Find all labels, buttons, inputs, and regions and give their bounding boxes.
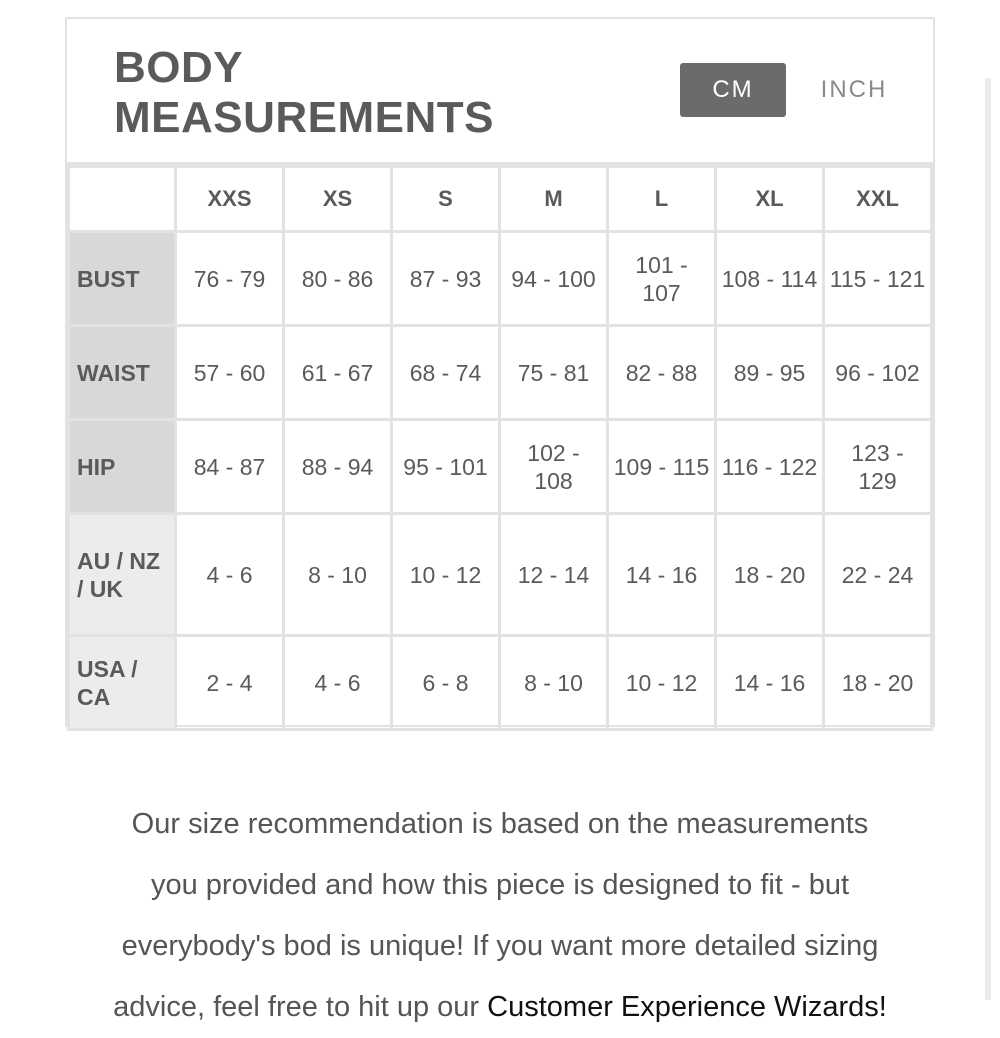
row-label-hip: HIP xyxy=(69,420,176,514)
table-cell: 22 - 24 xyxy=(824,514,932,636)
row-label-usa-ca: USA / CA xyxy=(69,636,176,730)
table-cell: 87 - 93 xyxy=(392,232,500,326)
description-line-4: advice, feel free to hit up our xyxy=(113,991,480,1023)
table-cell: 6 - 8 xyxy=(392,636,500,730)
table-cell: 84 - 87 xyxy=(176,420,284,514)
size-header-xs: XS xyxy=(284,167,392,232)
table-cell: 2 - 4 xyxy=(176,636,284,730)
page-title xyxy=(114,43,494,143)
unit-toggle xyxy=(680,63,890,117)
table-cell: 108 - 114 xyxy=(716,232,824,326)
size-header-xl: XL xyxy=(716,167,824,232)
table-cell: 18 - 20 xyxy=(824,636,932,730)
table-cell: 88 - 94 xyxy=(284,420,392,514)
scrollbar[interactable] xyxy=(985,78,991,1000)
row-label-waist: WAIST xyxy=(69,326,176,420)
row-label-bust: BUST xyxy=(69,232,176,326)
table-cell: 4 - 6 xyxy=(176,514,284,636)
table-row-waist xyxy=(69,326,932,420)
table-cell: 75 - 81 xyxy=(500,326,608,420)
table-cell: 123 - 129 xyxy=(824,420,932,514)
table-cell: 96 - 102 xyxy=(824,326,932,420)
table-cell: 89 - 95 xyxy=(716,326,824,420)
table-row-bust xyxy=(69,232,932,326)
table-cell: 14 - 16 xyxy=(608,514,716,636)
table-cell: 8 - 10 xyxy=(500,636,608,730)
table-cell: 61 - 67 xyxy=(284,326,392,420)
size-header-xxs: XXS xyxy=(176,167,284,232)
table-cell: 8 - 10 xyxy=(284,514,392,636)
corner-cell xyxy=(69,167,176,232)
table-cell: 57 - 60 xyxy=(176,326,284,420)
size-header-l: L xyxy=(608,167,716,232)
table-cell: 102 - 108 xyxy=(500,420,608,514)
table-cell: 80 - 86 xyxy=(284,232,392,326)
table-cell: 116 - 122 xyxy=(716,420,824,514)
table-cell: 115 - 121 xyxy=(824,232,932,326)
size-chart-header xyxy=(67,19,933,165)
table-cell: 18 - 20 xyxy=(716,514,824,636)
table-cell: 95 - 101 xyxy=(392,420,500,514)
customer-experience-link[interactable]: Customer Experience Wizards! xyxy=(487,991,887,1023)
table-cell: 10 - 12 xyxy=(392,514,500,636)
inch-unit-button[interactable]: INCH xyxy=(804,63,904,117)
size-header-s: S xyxy=(392,167,500,232)
table-cell: 82 - 88 xyxy=(608,326,716,420)
page-title-line-2: MEASUREMENTS xyxy=(114,93,495,142)
size-header-m: M xyxy=(500,167,608,232)
table-cell: 76 - 79 xyxy=(176,232,284,326)
description-line-2: you provided and how this piece is designed to fit - but xyxy=(150,869,850,901)
size-header-xxl: XXL xyxy=(824,167,932,232)
table-row-usa-ca xyxy=(69,636,932,730)
description-line-3: everybody's bod is unique! If you want more detailed sizing xyxy=(121,930,879,962)
table-cell: 12 - 14 xyxy=(500,514,608,636)
size-header-row xyxy=(69,167,932,232)
description-line-1: Our size recommendation is based on the measurements xyxy=(131,808,869,840)
size-recommendation-text xyxy=(60,794,940,1038)
table-row-au-nz-uk xyxy=(69,514,932,636)
size-table xyxy=(67,165,933,731)
page-title-line-1: BODY xyxy=(114,43,244,92)
table-cell: 109 - 115 xyxy=(608,420,716,514)
table-cell: 101 - 107 xyxy=(608,232,716,326)
table-cell: 10 - 12 xyxy=(608,636,716,730)
row-label-au-nz-uk: AU / NZ / UK xyxy=(69,514,176,636)
table-cell: 68 - 74 xyxy=(392,326,500,420)
cm-unit-button[interactable]: CM xyxy=(680,63,786,117)
table-row-hip xyxy=(69,420,932,514)
table-cell: 14 - 16 xyxy=(716,636,824,730)
table-cell: 94 - 100 xyxy=(500,232,608,326)
table-cell: 4 - 6 xyxy=(284,636,392,730)
size-chart xyxy=(65,17,935,727)
